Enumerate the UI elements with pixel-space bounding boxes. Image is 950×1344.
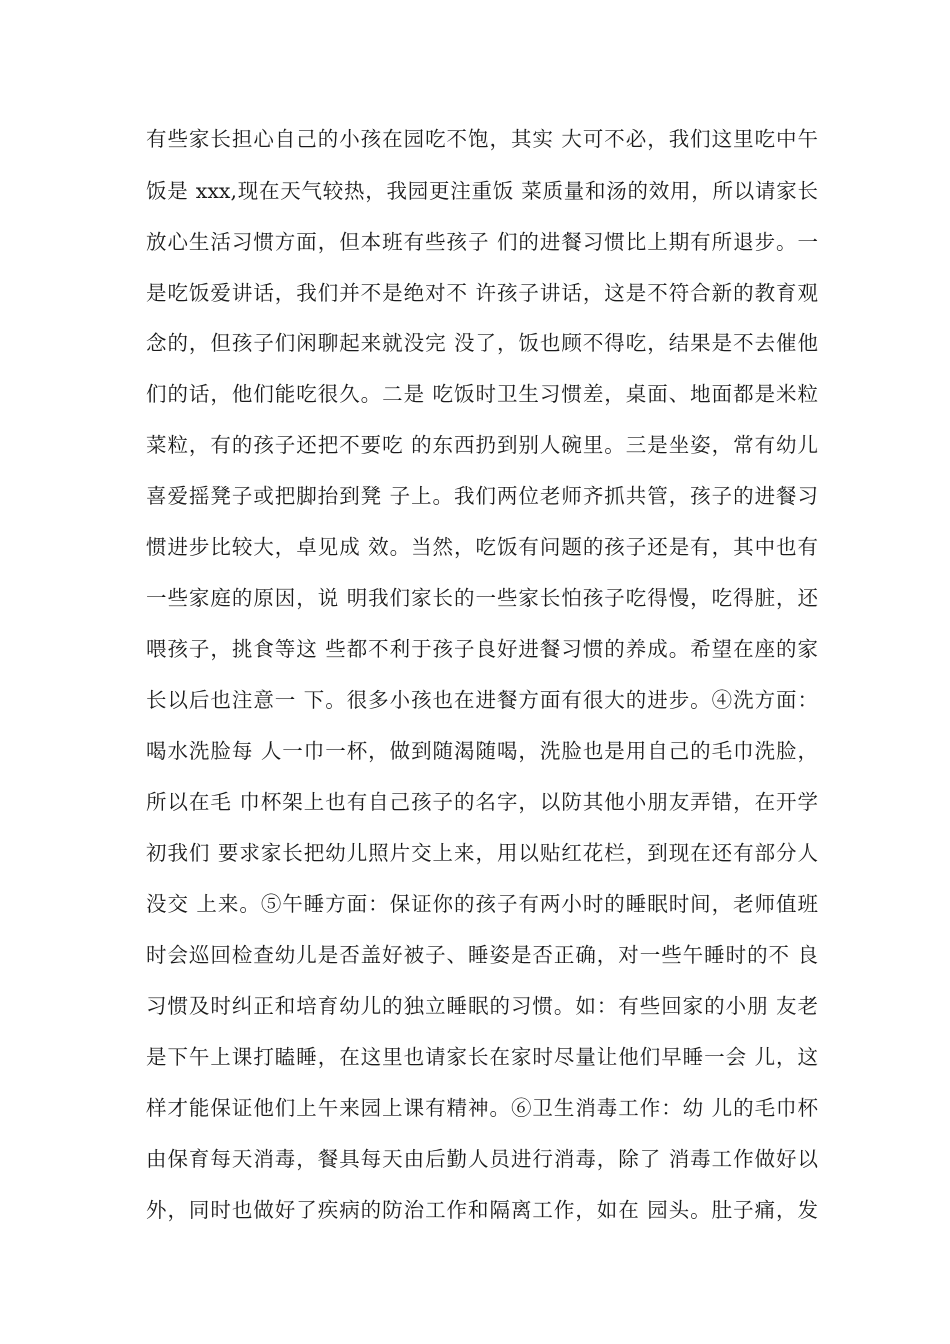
- text-line: 有些家长担心自己的小孩在园吃不饱，其实 大可不必，我们这里吃中午: [146, 127, 818, 151]
- text-line: 外，同时也做好了疾病的防治工作和隔离工作，如在 园头。肚子痛，发: [146, 1198, 818, 1222]
- text-line: 们的话，他们能吃很久。二是 吃饭时卫生习惯差，桌面、地面都是米粒: [146, 382, 818, 406]
- text-line: 所以在毛 巾杯架上也有自己孩子的名字，以防其他小朋友弄错，在开学: [146, 790, 818, 814]
- text-line: 喝水洗脸每 人一巾一杯，做到随渴随喝，洗脸也是用自己的毛巾洗脸，: [146, 739, 818, 763]
- text-line: 喜爱摇凳子或把脚抬到凳 子上。我们两位老师齐抓共管，孩子的进餐习: [146, 484, 818, 508]
- text-line: 由保育每天消毒，餐具每天由后勤人员进行消毒，除了 消毒工作做好以: [146, 1147, 818, 1171]
- text-line: 习惯及时纠正和培育幼儿的独立睡眠的习惯。如：有些回家的小朋 友老: [146, 994, 818, 1018]
- text-line: 长以后也注意一 下。很多小孩也在进餐方面有很大的进步。④洗方面：: [146, 688, 818, 712]
- text-line: 是吃饭爱讲话，我们并不是绝对不 许孩子讲话，这是不符合新的教育观: [146, 281, 818, 305]
- text-line: 没交 上来。⑤午睡方面：保证你的孩子有两小时的睡眠时间，老师值班: [146, 892, 818, 916]
- text-line: 样才能保证他们上午来园上课有精神。⑥卫生消毒工作：幼 儿的毛巾杯: [146, 1096, 818, 1120]
- text-line: 一些家庭的原因，说 明我们家长的一些家长怕孩子吃得慢，吃得脏，还: [146, 586, 818, 610]
- text-line: 惯进步比较大，卓见成 效。当然，吃饭有问题的孩子还是有，其中也有: [146, 535, 818, 559]
- text-line: 是下午上课打瞌睡，在这里也请家长在家时尽量让他们早睡一会 儿，这: [146, 1045, 818, 1069]
- text-line: 饭是 xxx,现在天气较热，我园更注重饭 菜质量和汤的效用，所以请家长: [146, 179, 818, 203]
- text-line: 初我们 要求家长把幼儿照片交上来，用以贴红花栏，到现在还有部分人: [146, 841, 818, 865]
- text-line: 放心生活习惯方面，但本班有些孩子 们的进餐习惯比上期有所退步。一: [146, 230, 818, 254]
- text-line: 时会巡回检查幼儿是否盖好被子、睡姿是否正确，对一些午睡时的不 良: [146, 943, 818, 967]
- text-line: 菜粒，有的孩子还把不要吃 的东西扔到别人碗里。三是坐姿，常有幼儿: [146, 433, 818, 457]
- text-line: 喂孩子，挑食等这 些都不利于孩子良好进餐习惯的养成。希望在座的家: [146, 637, 818, 661]
- text-line: 念的，但孩子们闲聊起来就没完 没了，饭也顾不得吃，结果是不去催他: [146, 331, 818, 355]
